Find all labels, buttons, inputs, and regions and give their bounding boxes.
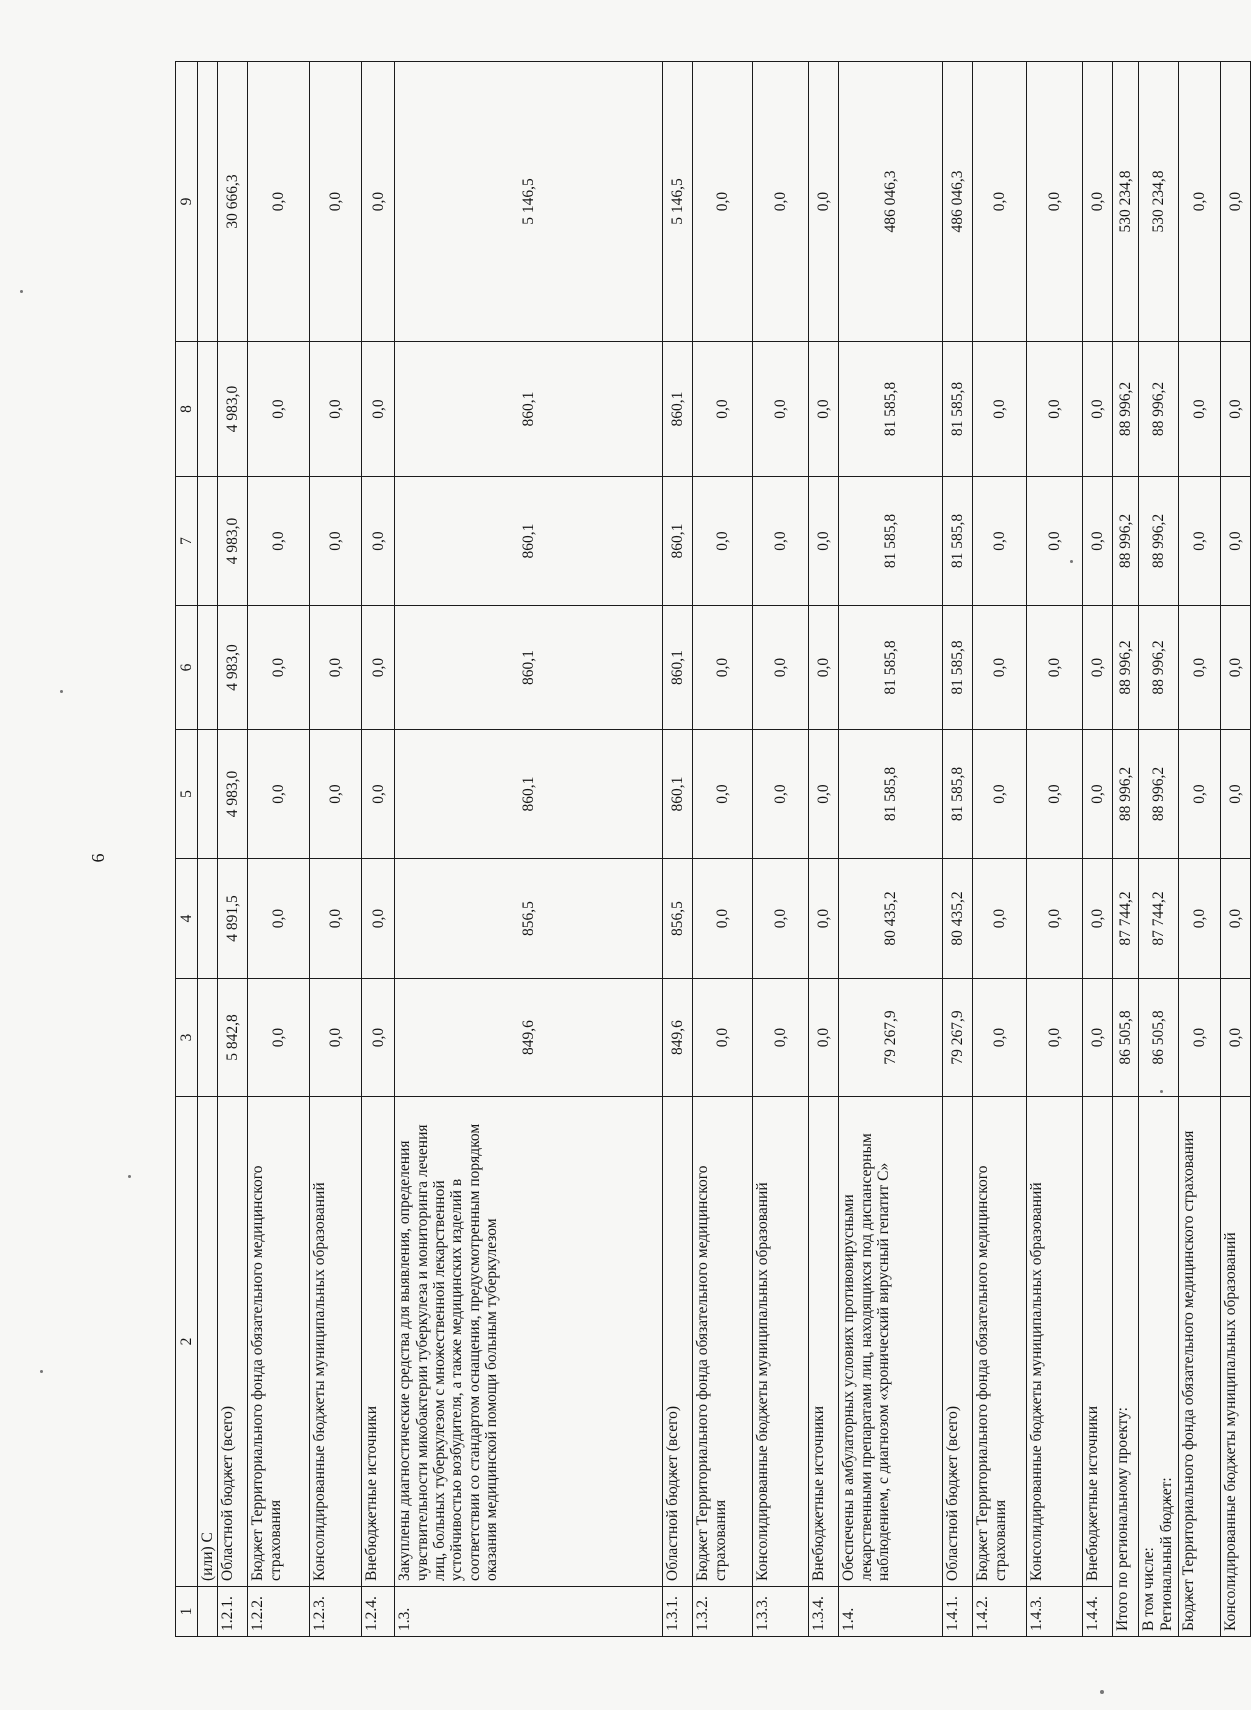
value-cell: 0,0 <box>362 979 395 1097</box>
value-cell: 0,0 <box>1221 606 1251 730</box>
row-code: 1.4. <box>839 1587 943 1637</box>
value-cell: 88 996,2 <box>1113 606 1139 730</box>
scan-speck <box>1070 560 1073 563</box>
value-cell: 0,0 <box>310 62 362 342</box>
value-cell <box>198 62 218 342</box>
value-cell: 0,0 <box>809 342 839 477</box>
value-cell: 0,0 <box>973 979 1027 1097</box>
row-description: Областной бюджет (всего) <box>663 1097 693 1587</box>
value-cell: 0,0 <box>1221 859 1251 979</box>
value-cell: 88 996,2 <box>1113 342 1139 477</box>
table-row <box>809 62 839 1637</box>
row-code: 1.3.2. <box>693 1587 753 1637</box>
row-description: Бюджет Территориального фонда обязательного медицинского страхования <box>693 1097 753 1587</box>
table-row <box>693 62 753 1637</box>
row-code: 1.3.1. <box>663 1587 693 1637</box>
row-code: 1.4.2. <box>973 1587 1027 1637</box>
column-number: 7 <box>176 477 198 606</box>
value-cell <box>198 342 218 477</box>
value-cell: 5 842,8 <box>218 979 248 1097</box>
row-code: 1.2.4. <box>362 1587 395 1637</box>
value-cell <box>198 477 218 606</box>
value-cell: 88 996,2 <box>1139 606 1179 730</box>
value-cell: 0,0 <box>753 342 809 477</box>
value-cell: 0,0 <box>693 477 753 606</box>
row-code: 1.2.1. <box>218 1587 248 1637</box>
column-number: 9 <box>176 62 198 342</box>
row-code: 1.4.3. <box>1027 1587 1083 1637</box>
scan-speck <box>1100 1690 1104 1694</box>
value-cell: 0,0 <box>693 62 753 342</box>
total-description: В том числе: Региональный бюджет: <box>1139 1097 1179 1637</box>
value-cell: 86 505,8 <box>1113 979 1139 1097</box>
value-cell: 0,0 <box>1179 979 1221 1097</box>
value-cell: 0,0 <box>1221 979 1251 1097</box>
value-cell: 4 983,0 <box>218 477 248 606</box>
value-cell: 0,0 <box>1027 477 1083 606</box>
value-cell: 0,0 <box>1179 62 1221 342</box>
row-description: Консолидированные бюджеты муниципальных образований <box>1027 1097 1083 1587</box>
value-cell: 0,0 <box>1027 979 1083 1097</box>
value-cell: 0,0 <box>1221 477 1251 606</box>
row-code: 1.4.4. <box>1083 1587 1113 1637</box>
value-cell: 0,0 <box>753 62 809 342</box>
value-cell <box>198 859 218 979</box>
column-number: 1 <box>176 1587 198 1637</box>
value-cell: 0,0 <box>753 730 809 859</box>
total-description: Бюджет Территориального фонда обязательного медицинского страхования <box>1179 1097 1221 1637</box>
value-cell: 486 046,3 <box>839 62 943 342</box>
value-cell: 0,0 <box>248 730 310 859</box>
value-cell: 486 046,3 <box>943 62 973 342</box>
value-cell: 860,1 <box>663 730 693 859</box>
value-cell: 88 996,2 <box>1139 477 1179 606</box>
value-cell: 0,0 <box>753 477 809 606</box>
value-cell: 0,0 <box>973 859 1027 979</box>
row-description: Внебюджетные источники <box>362 1097 395 1587</box>
value-cell: 86 505,8 <box>1139 979 1179 1097</box>
row-description: Внебюджетные источники <box>809 1097 839 1587</box>
rotated-table-container <box>175 62 1245 1637</box>
value-cell: 856,5 <box>663 859 693 979</box>
value-cell: 0,0 <box>248 62 310 342</box>
row-description: Внебюджетные источники <box>1083 1097 1113 1587</box>
value-cell: 0,0 <box>753 979 809 1097</box>
value-cell: 0,0 <box>310 477 362 606</box>
value-cell: 0,0 <box>809 62 839 342</box>
value-cell: 0,0 <box>1083 859 1113 979</box>
value-cell: 0,0 <box>693 342 753 477</box>
value-cell <box>198 730 218 859</box>
value-cell: 5 146,5 <box>663 62 693 342</box>
value-cell: 30 666,3 <box>218 62 248 342</box>
value-cell: 87 744,2 <box>1139 859 1179 979</box>
value-cell: 856,5 <box>395 859 663 979</box>
row-description: Закуплены диагностические средства для выявления, определения чувствительности микобактерии туберкулеза и мониторинга лечения лиц, больных туберкулезом с множественной лекарственной устойчивостью возбудителя, а также медицинских изделий в соответствии со стандартом оснащения, предусмотренным порядком оказания медицинской помощи больным туберкулезом <box>395 1097 663 1587</box>
column-number: 8 <box>176 342 198 477</box>
total-row <box>1221 62 1251 1637</box>
value-cell: 0,0 <box>1179 342 1221 477</box>
value-cell: 0,0 <box>973 477 1027 606</box>
value-cell: 0,0 <box>1027 342 1083 477</box>
value-cell: 88 996,2 <box>1113 477 1139 606</box>
row-description: Бюджет Территориального фонда обязательного медицинского страхования <box>973 1097 1027 1587</box>
row-code <box>198 1587 218 1637</box>
table-row <box>663 62 693 1637</box>
value-cell: 81 585,8 <box>839 342 943 477</box>
table-row <box>973 62 1027 1637</box>
row-description: Консолидированные бюджеты муниципальных образований <box>753 1097 809 1587</box>
value-cell: 4 983,0 <box>218 606 248 730</box>
value-cell: 0,0 <box>1179 477 1221 606</box>
value-cell: 849,6 <box>663 979 693 1097</box>
value-cell: 0,0 <box>1221 730 1251 859</box>
value-cell: 87 744,2 <box>1113 859 1139 979</box>
value-cell: 0,0 <box>1027 859 1083 979</box>
value-cell: 0,0 <box>1027 730 1083 859</box>
value-cell: 0,0 <box>1083 477 1113 606</box>
value-cell: 81 585,8 <box>943 477 973 606</box>
value-cell: 0,0 <box>973 730 1027 859</box>
value-cell: 849,6 <box>395 979 663 1097</box>
value-cell: 0,0 <box>248 477 310 606</box>
scan-speck <box>60 690 63 693</box>
value-cell: 81 585,8 <box>943 730 973 859</box>
row-code: 1.2.3. <box>310 1587 362 1637</box>
value-cell: 0,0 <box>973 342 1027 477</box>
table-row <box>943 62 973 1637</box>
value-cell: 81 585,8 <box>839 477 943 606</box>
value-cell: 0,0 <box>362 62 395 342</box>
table-row <box>310 62 362 1637</box>
value-cell: 0,0 <box>310 342 362 477</box>
value-cell: 81 585,8 <box>943 342 973 477</box>
value-cell: 0,0 <box>693 859 753 979</box>
value-cell: 0,0 <box>362 342 395 477</box>
value-cell: 0,0 <box>1083 979 1113 1097</box>
column-number: 5 <box>176 730 198 859</box>
value-cell: 79 267,9 <box>943 979 973 1097</box>
value-cell: 0,0 <box>248 859 310 979</box>
value-cell: 81 585,8 <box>839 606 943 730</box>
value-cell: 0,0 <box>1027 62 1083 342</box>
table-row <box>198 62 218 1637</box>
table-row <box>395 62 663 1637</box>
row-code: 1.3.3. <box>753 1587 809 1637</box>
value-cell: 860,1 <box>663 477 693 606</box>
column-number-row <box>176 62 198 1637</box>
value-cell: 860,1 <box>395 730 663 859</box>
value-cell: 0,0 <box>248 342 310 477</box>
total-description: Итого по региональному проекту: <box>1113 1097 1139 1637</box>
value-cell: 0,0 <box>809 730 839 859</box>
value-cell: 0,0 <box>1179 606 1221 730</box>
value-cell: 0,0 <box>1083 730 1113 859</box>
value-cell: 0,0 <box>248 606 310 730</box>
value-cell: 80 435,2 <box>839 859 943 979</box>
budget-table <box>175 61 1251 1637</box>
table-row <box>362 62 395 1637</box>
value-cell: 0,0 <box>1027 606 1083 730</box>
scan-speck <box>20 290 23 293</box>
value-cell: 0,0 <box>753 859 809 979</box>
row-code: 1.4.1. <box>943 1587 973 1637</box>
value-cell: 0,0 <box>362 730 395 859</box>
value-cell: 860,1 <box>395 606 663 730</box>
value-cell: 4 891,5 <box>218 859 248 979</box>
value-cell: 5 146,5 <box>395 62 663 342</box>
table-row <box>1027 62 1083 1637</box>
value-cell: 0,0 <box>693 606 753 730</box>
total-row <box>1139 62 1179 1637</box>
value-cell: 0,0 <box>310 730 362 859</box>
row-description: Бюджет Территориального фонда обязательного медицинского страхования <box>248 1097 310 1587</box>
total-row <box>1179 62 1221 1637</box>
column-number: 2 <box>176 1097 198 1587</box>
value-cell: 0,0 <box>362 859 395 979</box>
value-cell: 81 585,8 <box>839 730 943 859</box>
value-cell: 88 996,2 <box>1139 730 1179 859</box>
value-cell: 0,0 <box>693 730 753 859</box>
value-cell: 0,0 <box>248 979 310 1097</box>
table-row <box>753 62 809 1637</box>
scan-speck <box>1160 1090 1163 1093</box>
value-cell: 0,0 <box>362 477 395 606</box>
row-description: (или) С <box>198 1097 218 1587</box>
value-cell: 0,0 <box>1083 606 1113 730</box>
total-description: Консолидированные бюджеты муниципальных образований <box>1221 1097 1251 1637</box>
scan-speck <box>40 1370 43 1373</box>
value-cell: 0,0 <box>1221 342 1251 477</box>
value-cell: 0,0 <box>973 62 1027 342</box>
value-cell: 0,0 <box>1179 859 1221 979</box>
row-description: Обеспечены в амбулаторных условиях противовирусными лекарственными препаратами лиц, находящихся под диспансерным наблюдением, с диагнозом «хронический вирусный гепатит С» <box>839 1097 943 1587</box>
value-cell: 0,0 <box>753 606 809 730</box>
row-description: Областной бюджет (всего) <box>218 1097 248 1587</box>
value-cell: 4 983,0 <box>218 342 248 477</box>
table-row <box>218 62 248 1637</box>
value-cell: 88 996,2 <box>1139 342 1179 477</box>
value-cell: 80 435,2 <box>943 859 973 979</box>
value-cell: 860,1 <box>663 606 693 730</box>
value-cell: 530 234,8 <box>1113 62 1139 342</box>
value-cell: 0,0 <box>310 979 362 1097</box>
value-cell: 0,0 <box>1083 342 1113 477</box>
value-cell: 0,0 <box>973 606 1027 730</box>
value-cell: 0,0 <box>809 606 839 730</box>
table-row <box>839 62 943 1637</box>
value-cell: 0,0 <box>693 979 753 1097</box>
value-cell <box>198 606 218 730</box>
scan-speck <box>128 1175 131 1178</box>
column-number: 4 <box>176 859 198 979</box>
column-number: 6 <box>176 606 198 730</box>
page-number: 6 <box>88 853 108 863</box>
value-cell: 0,0 <box>1221 62 1251 342</box>
value-cell: 0,0 <box>809 979 839 1097</box>
row-code: 1.3.4. <box>809 1587 839 1637</box>
table-row <box>248 62 310 1637</box>
value-cell: 0,0 <box>310 606 362 730</box>
value-cell: 860,1 <box>395 342 663 477</box>
value-cell: 4 983,0 <box>218 730 248 859</box>
value-cell: 88 996,2 <box>1113 730 1139 859</box>
value-cell: 0,0 <box>362 606 395 730</box>
value-cell: 79 267,9 <box>839 979 943 1097</box>
row-code: 1.2.2. <box>248 1587 310 1637</box>
column-number: 3 <box>176 979 198 1097</box>
value-cell: 860,1 <box>663 342 693 477</box>
value-cell: 0,0 <box>1179 730 1221 859</box>
value-cell: 0,0 <box>809 859 839 979</box>
value-cell: 530 234,8 <box>1139 62 1179 342</box>
row-code: 1.3. <box>395 1587 663 1637</box>
row-description: Консолидированные бюджеты муниципальных образований <box>310 1097 362 1587</box>
table-row <box>1083 62 1113 1637</box>
value-cell: 81 585,8 <box>943 606 973 730</box>
value-cell: 0,0 <box>310 859 362 979</box>
value-cell: 860,1 <box>395 477 663 606</box>
row-description: Областной бюджет (всего) <box>943 1097 973 1587</box>
value-cell <box>198 979 218 1097</box>
value-cell: 0,0 <box>1083 62 1113 342</box>
total-row <box>1113 62 1139 1637</box>
value-cell: 0,0 <box>809 477 839 606</box>
